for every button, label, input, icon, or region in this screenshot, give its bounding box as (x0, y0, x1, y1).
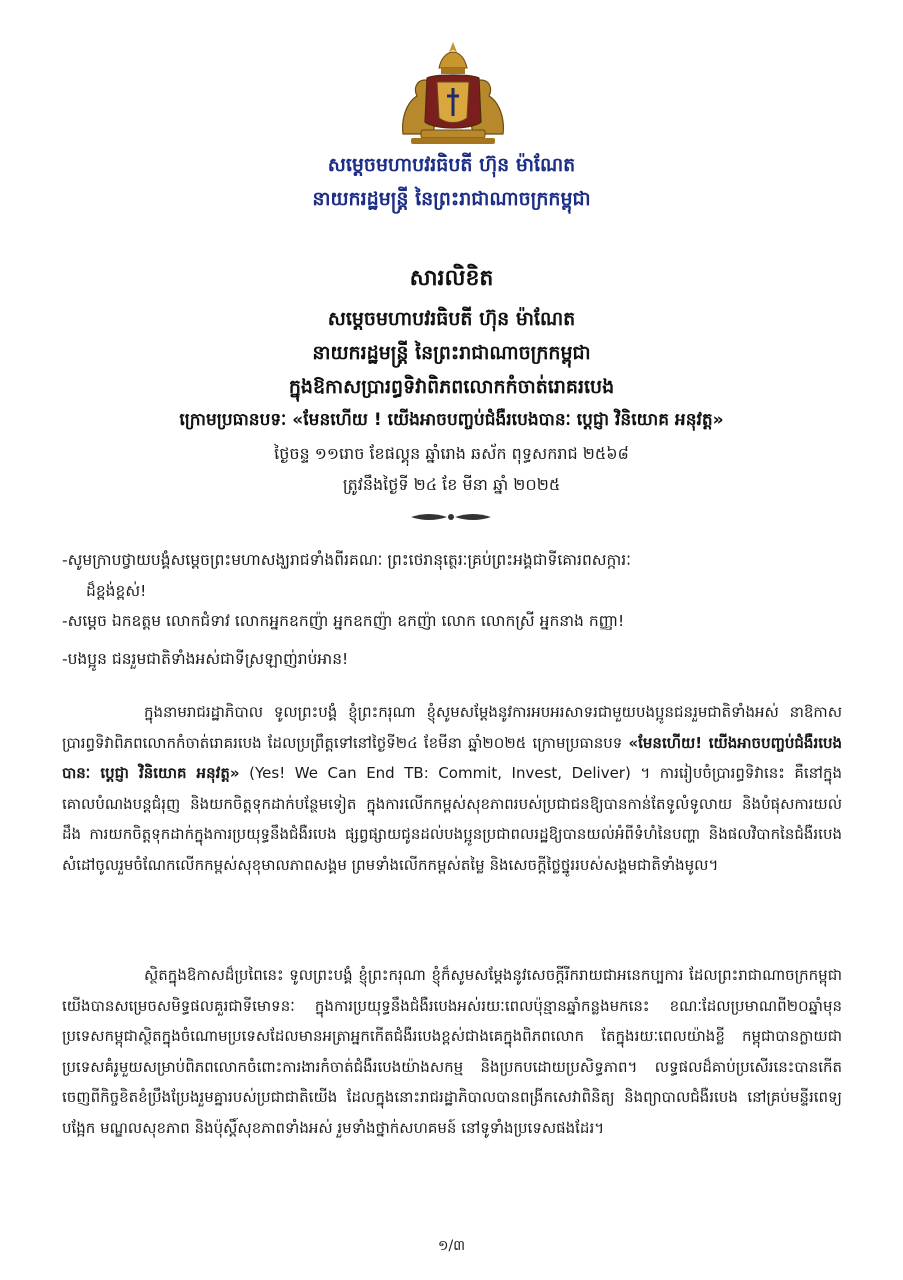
heading-line-3: នាយករដ្ឋមន្ត្រី នៃព្រះរាជាណាចក្រកម្ពុជា (312, 342, 591, 364)
paragraph-1-body: (Yes! We Can End TB: Commit, Invest, Deliver) ។ ការរៀបចំប្រារព្ធទិវានេះ គឺនៅក្នុងគោលបំណងបន្តជំរុញ និងយកចិត្តទុកដាក់បន្ថែមទៀត ក្នុងការលើកកម្ពស់សុខភាពរបស់ប្រជាជនឱ្យបានកាន់តែទូលំទូលាយ និងបំផុសការយល់ដឹង ការយកចិត្តទុកដាក់ក្នុងការប្រយុទ្ធនឹងជំងឺរបេង ផ្សព្វផ្សាយជូនដល់បងប្អូនប្រជាពលរដ្ឋឱ្យបានយល់អំពីទំហំនៃបញ្ហា និងផលវិបាកនៃជំងឺរបេងសំដៅចូលរួមចំណែកលើកកម្ពស់សុខុមាលភាពសង្គម ព្រមទាំងលើកកម្ពស់តម្លៃ និងសេចក្តីថ្លៃថ្នូររបស់សង្គមជាតិទាំងមូល។ (62, 764, 842, 874)
paragraph-2: ស្ថិតក្នុងឱកាសដ៏ប្រពៃនេះ ទូលព្រះបង្គំ ខ្ញុំព្រះករុណា ខ្ញុំក៏សូមសម្តែងនូវសេចក្តីរីករាយជាអនេកប្បការ ដែលព្រះរាជាណាចក្រកម្ពុជាយើងបានសម្រេចសមិទ្ធផលគួរជាទីមោទនៈ ក្នុងការប្រយុទ្ធនឹងជំងឺរបេងអស់រយៈពេលប៉ុន្មានឆ្នាំកន្លងមកនេះ ខណៈដែលប្រមាណពី២០ឆ្នាំមុន ប្រទេសកម្ពុជាស្ថិតក្នុងចំណោមប្រទេសដែលមានអត្រាអ្នកកើតជំងឺរបេងខ្ពស់ជាងគេក្នុងពិភពលោក តែក្នុងរយៈពេលយ៉ាងខ្លី កម្ពុជាបានក្លាយជាប្រទេសគំរូមួយសម្រាប់ពិភពលោកចំពោះការងារកំចាត់ជំងឺរបេងយ៉ាងសកម្ម និងប្រកបដោយប្រសិទ្ធភាព។ លទ្ធផលដ៏គាប់ប្រសើរនេះបានកើតចេញពីកិច្ចខិតខំប្រឹងប្រែងរួមគ្នារបស់ប្រជាជាតិយើង ដែលក្នុងនោះរាជរដ្ឋាភិបាលបានពង្រីកសេវាពិនិត្យ និងព្យាបាលជំងឺរបេង នៅគ្រប់មន្ទីរពេទ្យបង្អែក មណ្ឌលសុខភាព និងប៉ុស្តិ៍សុខភាពទាំងអស់ រួមទាំងថ្នាក់សហគមន៍ នៅទូទាំងប្រទេសផងដែរ។ (62, 966, 842, 1137)
paragraph-1 (62, 697, 842, 881)
letter-title: សារលិខិត (409, 266, 494, 291)
ornamental-divider-icon (409, 511, 493, 523)
theme-heading: ក្រោមប្រធានបទៈ «មែនហើយ ! យើងអាចបញ្ចប់ជំងឺរបេងបានៈ ប្តេជ្ញា វិនិយោគ អនុវត្ត» (179, 410, 724, 430)
office-line-1: សម្តេចមហាបវរធិបតី ហ៊ុន ម៉ាណែត (327, 154, 576, 176)
greeting-dignitaries: -សម្តេច ឯកឧត្តម លោកជំទាវ លោកអ្នកឧកញ៉ា អ្នកឧកញ៉ា ឧកញ៉ា លោក លោកស្រី អ្នកនាង កញ្ញា! (62, 612, 625, 630)
page-number: ១/៣ (437, 1238, 466, 1254)
office-line-2: នាយករដ្ឋមន្ត្រី នៃព្រះរាជាណាចក្រកម្ពុជា (312, 188, 591, 210)
paragraph-1-intro: ក្នុងនាមរាជរដ្ឋាភិបាល ទូលព្រះបង្គំ ខ្ញុំព្រះករុណា ខ្ញុំសូមសម្តែងនូវការអបអរសាទរជាមួយបងប្អូនជនរួមជាតិទាំងអស់ នាឱកាសប្រារព្ធទិវាពិភពលោកកំចាត់រោគរបេង ដែលប្រព្រឹត្តទៅនៅថ្ងៃទី២៤ ខែមីនា ឆ្នាំ២០២៥ ក្រោមប្រធានបទ (62, 703, 842, 752)
solar-date: ត្រូវនឹងថ្ងៃទី ២៤ ខែ មីនា ឆ្នាំ ២០២៥ (342, 475, 561, 494)
greeting-monks-continued: ដ៏ខ្ពង់ខ្ពស់! (86, 582, 147, 600)
heading-line-2: សម្តេចមហាបវរធិបតី ហ៊ុន ម៉ាណែត (327, 308, 576, 330)
lunar-date: ថ្ងៃចន្ទ ១១រោច ខែផល្គុន ឆ្នាំរោង ឆស័ក ពុទ្ធសករាជ ២៥៦៨ (274, 444, 629, 463)
greeting-compatriots: -បងប្អូន ជនរួមជាតិទាំងអស់ជាទីស្រឡាញ់រាប់អាន! (62, 650, 349, 668)
royal-coat-of-arms-emblem (397, 38, 509, 150)
greeting-monks: -សូមក្រាបថ្វាយបង្គំសម្តេចព្រះមហាសង្ឃរាជទាំងពីរគណៈ ព្រះថេរានុត្ថេរៈគ្រប់ព្រះអង្គជាទីគោរពសក្ការៈ (62, 551, 631, 569)
heading-line-4: ក្នុងឱកាសប្រារព្ធទិវាពិភពលោកកំចាត់រោគរបេង (288, 376, 615, 398)
paragraph-1-theme: «មែនហើយ! យើងអាចបញ្ចប់ជំងឺរបេងបានៈ ប្តេជ្ញា វិនិយោគ អនុវត្ត» (62, 733, 843, 783)
